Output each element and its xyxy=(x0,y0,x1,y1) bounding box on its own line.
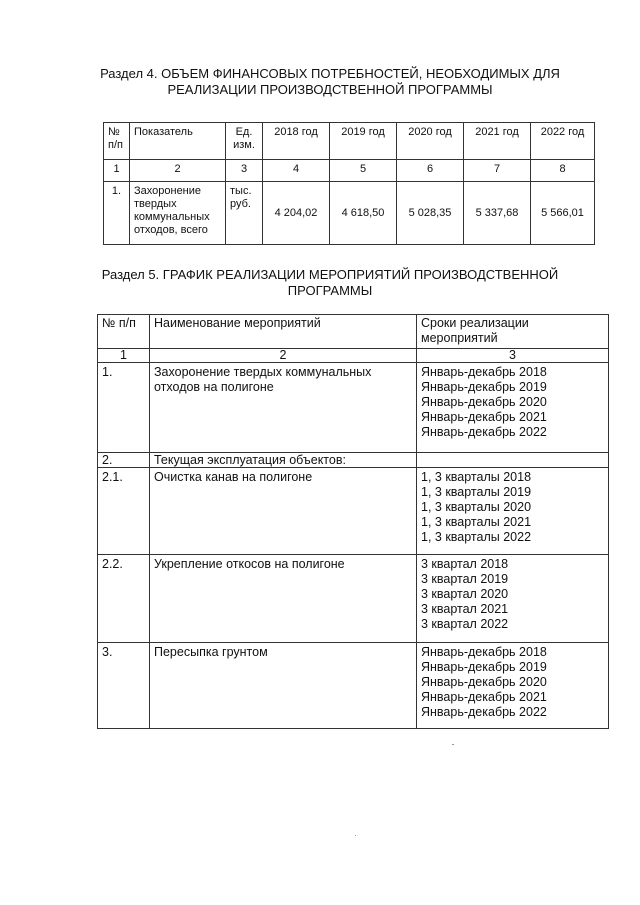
section-5-title-line2: ПРОГРАММЫ xyxy=(287,283,373,298)
table-index-row xyxy=(98,349,609,363)
index-cell: 5 xyxy=(330,160,397,182)
header-cell-unit: Ед. изм. xyxy=(226,123,263,160)
value-cell-2020: 5 028,35 xyxy=(397,182,464,245)
terms-cell xyxy=(417,643,609,729)
term-line: Январь-декабрь 2021 xyxy=(421,690,547,704)
value-cell-2019: 4 618,50 xyxy=(330,182,397,245)
term-line: 3 квартал 2021 xyxy=(421,602,509,616)
index-cell: 2 xyxy=(130,160,226,182)
header-cell-2019: 2019 год xyxy=(330,123,397,160)
header-cell-num: № п/п xyxy=(104,123,130,160)
term-line: 1, 3 кварталы 2019 xyxy=(421,485,532,499)
index-cell: 4 xyxy=(263,160,330,182)
section-4-title-line1: Раздел 4. ОБЪЕМ ФИНАНСОВЫХ ПОТРЕБНОСТЕЙ, НЕОБХОДИМЫХ ДЛЯ xyxy=(100,66,560,81)
index-cell: 7 xyxy=(464,160,531,182)
term-line: 3 квартал 2020 xyxy=(421,587,509,601)
section-5-title xyxy=(60,267,600,299)
value-cell-2022: 5 566,01 xyxy=(531,182,595,245)
row-num-cell: 1. xyxy=(98,363,150,453)
term-line: Январь-декабрь 2021 xyxy=(421,410,547,424)
terms-cell xyxy=(417,468,609,555)
term-line: Январь-декабрь 2019 xyxy=(421,660,547,674)
header-cell-2018: 2018 год xyxy=(263,123,330,160)
term-line: 3 квартал 2018 xyxy=(421,557,509,571)
table-row xyxy=(98,555,609,643)
header-cell-name: Наименование мероприятий xyxy=(150,315,417,349)
section-5-title-line1: Раздел 5. ГРАФИК РЕАЛИЗАЦИИ МЕРОПРИЯТИЙ ПРОИЗВОДСТВЕННОЙ xyxy=(101,267,559,282)
index-cell: 3 xyxy=(417,349,609,363)
indicator-cell: Захоронение твердых коммунальных отходов, всего xyxy=(130,182,226,245)
value-cell-2018: 4 204,02 xyxy=(263,182,330,245)
index-cell: 8 xyxy=(531,160,595,182)
row-num-cell: 3. xyxy=(98,643,150,729)
term-line: 1, 3 кварталы 2021 xyxy=(421,515,532,529)
terms-cell xyxy=(417,555,609,643)
term-line: Январь-декабрь 2022 xyxy=(421,425,547,439)
term-line: Январь-декабрь 2019 xyxy=(421,380,547,394)
activity-name-cell: Текущая эксплуатация объектов: xyxy=(150,453,417,468)
index-cell: 6 xyxy=(397,160,464,182)
scan-speck xyxy=(452,744,454,745)
index-cell: 1 xyxy=(104,160,130,182)
header-cell-2022: 2022 год xyxy=(531,123,595,160)
header-cell-num: № п/п xyxy=(98,315,150,349)
term-line: 1, 3 кварталы 2018 xyxy=(421,470,532,484)
table-row xyxy=(104,182,595,245)
term-line: Январь-декабрь 2018 xyxy=(421,365,547,379)
term-line: Январь-декабрь 2020 xyxy=(421,395,547,409)
schedule-table xyxy=(97,314,609,729)
index-cell: 2 xyxy=(150,349,417,363)
index-cell: 3 xyxy=(226,160,263,182)
activity-name-cell: Пересыпка грунтом xyxy=(150,643,417,729)
table-row xyxy=(98,468,609,555)
value-cell-2021: 5 337,68 xyxy=(464,182,531,245)
table-index-row xyxy=(104,160,595,182)
term-line: Январь-декабрь 2022 xyxy=(421,705,547,719)
activity-name-cell: Захоронение твердых коммунальных отходов на полигоне xyxy=(150,363,417,453)
scan-speck xyxy=(355,835,356,836)
unit-cell: тыс. руб. xyxy=(226,182,263,245)
terms-cell xyxy=(417,363,609,453)
row-num-cell: 2. xyxy=(98,453,150,468)
financial-needs-table xyxy=(103,122,595,245)
term-line: Январь-декабрь 2018 xyxy=(421,645,547,659)
term-line: 3 квартал 2022 xyxy=(421,617,509,631)
table-row xyxy=(98,453,609,468)
row-num-cell: 2.2. xyxy=(98,555,150,643)
header-cell-terms: Сроки реализации мероприятий xyxy=(417,315,609,349)
row-num-cell: 2.1. xyxy=(98,468,150,555)
header-cell-2020: 2020 год xyxy=(397,123,464,160)
header-cell-indicator: Показатель xyxy=(130,123,226,160)
table-header-row xyxy=(98,315,609,349)
activity-name-cell: Укрепление откосов на полигоне xyxy=(150,555,417,643)
index-cell: 1 xyxy=(98,349,150,363)
section-4-title xyxy=(60,66,600,98)
section-4-title-line2: РЕАЛИЗАЦИИ ПРОИЗВОДСТВЕННОЙ ПРОГРАММЫ xyxy=(167,82,493,97)
header-cell-2021: 2021 год xyxy=(464,123,531,160)
table-header-row xyxy=(104,123,595,160)
term-line: 1, 3 кварталы 2020 xyxy=(421,500,532,514)
table-row xyxy=(98,643,609,729)
term-line: 1, 3 кварталы 2022 xyxy=(421,530,532,544)
activity-name-cell: Очистка канав на полигоне xyxy=(150,468,417,555)
term-line: Январь-декабрь 2020 xyxy=(421,675,547,689)
term-line: 3 квартал 2019 xyxy=(421,572,509,586)
table-row xyxy=(98,363,609,453)
row-num-cell: 1. xyxy=(104,182,130,245)
terms-cell xyxy=(417,453,609,468)
